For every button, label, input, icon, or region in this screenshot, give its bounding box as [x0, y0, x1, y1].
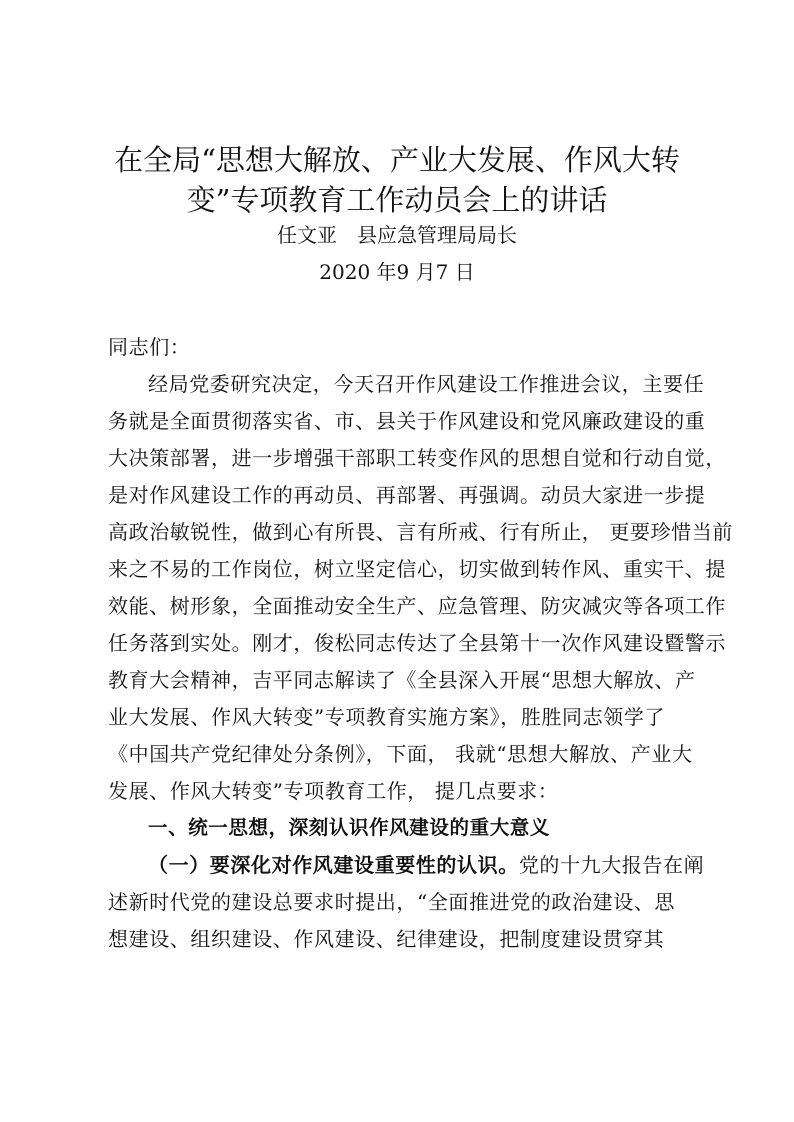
paragraph-line: 发展、作风大转变”专项教育工作， 提几点要求：	[108, 779, 559, 803]
paragraph-line: 任务落到实处。刚才，俊松同志传达了全县第十一次作风建设暨警示	[108, 631, 726, 655]
subsection-text: 党的十九大报告在阐	[518, 853, 705, 877]
paragraph-line: 业大发展、作风大转变”专项教育实施方案》，胜胜同志领学了	[108, 705, 666, 729]
paragraph-line: 务就是全面贯彻落实省、市、县关于作风建设和党风廉政建设的重	[108, 409, 706, 433]
paragraph-line: 教育大会精神，吉平同志解读了《全县深入开展“思想大解放、产	[108, 668, 696, 692]
section-heading: 一、统一思想，深刻认识作风建设的重大意义	[148, 816, 551, 839]
paragraph-line: 效能、树形象，全面推动安全生产、应急管理、防灾减灾等各项工作	[108, 594, 726, 618]
paragraph-line: 《中国共产党纪律处分条例》，下面， 我就“思想大解放、产业大	[108, 742, 693, 766]
paragraph-line: 经局党委研究决定，今天召开作风建设工作推进会议，主要任	[148, 372, 705, 396]
document-title-line-1: 在全局“思想大解放、产业大发展、作风大转	[114, 143, 680, 177]
author-role: 县应急管理局局长	[357, 223, 517, 247]
salutation: 同志们：	[108, 335, 191, 359]
paragraph-line: 想建设、组织建设、作风建设、纪律建设，把制度建设贯穿其	[108, 927, 665, 951]
paragraph-line: 高政治敏锐性，做到心有所畏、言有所戒、行有所止， 更要珍惜当前	[108, 520, 733, 544]
subsection-line	[148, 850, 705, 880]
paragraph-line: 是对作风建设工作的再动员、再部署、再强调。动员大家进一步提	[108, 483, 706, 507]
author-name: 任文亚	[277, 223, 337, 247]
document-date: 2020 年9 月7 日	[319, 260, 475, 284]
document-title-line-2: 变”专项教育工作动员会上的讲话	[186, 183, 608, 217]
paragraph-line: 大决策部署，进一步增强干部职工转变作风的思想自觉和行动自觉，	[108, 446, 726, 470]
author-line	[100, 220, 694, 250]
paragraph-line: 来之不易的工作岗位，树立坚定信心，切实做到转作风、重实干、提	[108, 557, 726, 581]
paragraph-line: 述新时代党的建设总要求时提出，“全面推进党的政治建设、思	[108, 890, 676, 914]
subsection-heading: （一）要深化对作风建设重要性的认识。	[148, 853, 519, 877]
